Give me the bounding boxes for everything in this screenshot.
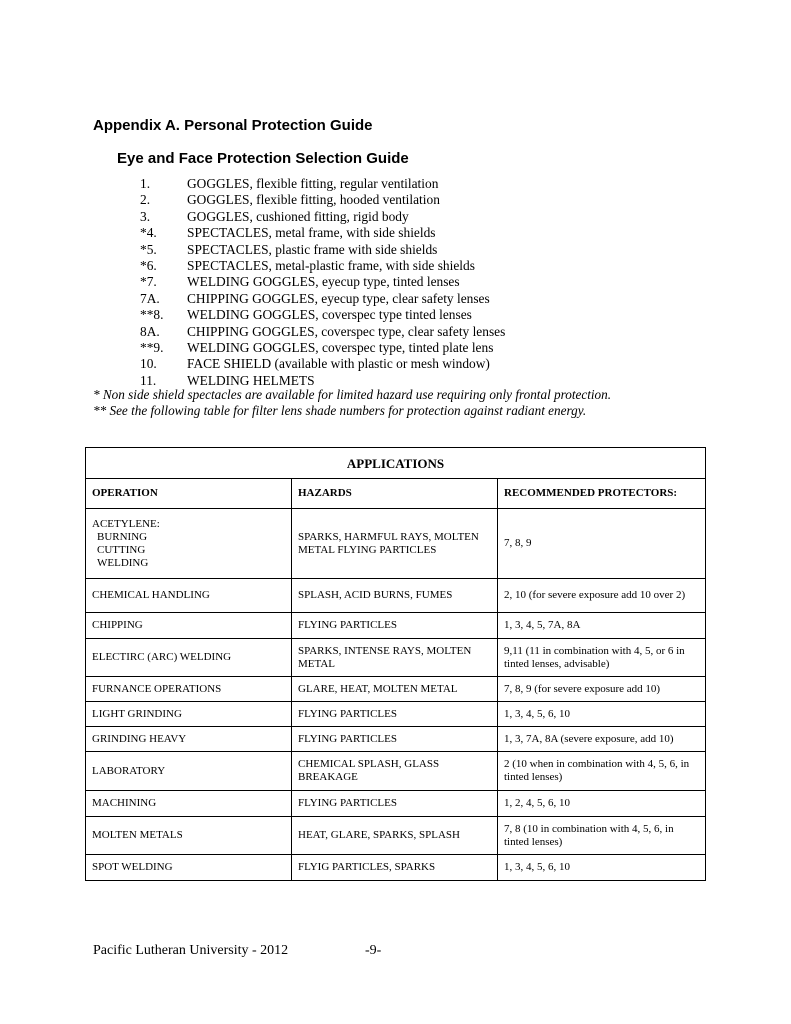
list-item-number: 7A. — [140, 290, 160, 306]
list-item-text: GOGGLES, flexible fitting, hooded ventilation — [187, 192, 440, 208]
hazards-cell: SPLASH, ACID BURNS, FUMES — [292, 579, 498, 613]
list-item — [0, 192, 600, 208]
hazards-cell: FLYING PARTICLES — [292, 702, 498, 727]
operation-cell: CHIPPING — [86, 613, 292, 639]
list-item-number: *5. — [140, 241, 157, 257]
table-row — [86, 579, 706, 613]
applications-table — [85, 447, 706, 881]
list-item-text: GOGGLES, flexible fitting, regular ventilation — [187, 176, 439, 191]
table-row — [86, 509, 706, 579]
protectors-cell: 7, 8, 9 (for severe exposure add 10) — [498, 677, 706, 702]
hazards-cell: GLARE, HEAT, MOLTEN METAL — [292, 677, 498, 702]
protectors-cell: 7, 8 (10 in combination with 4, 5, 6, in tinted lenses) — [498, 817, 706, 855]
table-row — [86, 752, 706, 791]
hazards-cell: CHEMICAL SPLASH, GLASS BREAKAGE — [292, 752, 498, 791]
list-item-number: **9. — [140, 339, 164, 355]
list-item — [0, 307, 600, 323]
hazards-cell: FLYING PARTICLES — [292, 613, 498, 639]
list-item-number: *6. — [140, 257, 157, 273]
list-item-number: 10. — [140, 356, 157, 372]
footer-org: Pacific Lutheran University - 2012 — [93, 943, 289, 958]
operation-sub-welding: WELDING — [97, 556, 149, 569]
list-item — [0, 324, 600, 340]
list-item-text: SPECTACLES, metal-plastic frame, with side shields — [187, 257, 475, 273]
hazards-cell: FLYING PARTICLES — [292, 791, 498, 817]
table-header-row — [86, 479, 706, 509]
protectors-cell: 1, 3, 4, 5, 6, 10 — [498, 855, 706, 881]
list-item — [0, 258, 600, 274]
hazards-cell: SPARKS, INTENSE RAYS, MOLTEN METAL — [292, 639, 498, 677]
appendix-heading: Appendix A. Personal Protection Guide — [93, 117, 373, 134]
operation-cell: LIGHT GRINDING — [86, 702, 292, 727]
header-hazards: HAZARDS — [292, 479, 498, 509]
operation-cell: ELECTIRC (ARC) WELDING — [86, 639, 292, 677]
table-row — [86, 639, 706, 677]
hazards-cell: FLYIG PARTICLES, SPARKS — [292, 855, 498, 881]
operation-sub-burning: BURNING — [97, 530, 148, 543]
list-item-text: GOGGLES, cushioned fitting, rigid body — [187, 208, 409, 224]
operation-cell: GRINDING HEAVY — [86, 727, 292, 752]
table-row — [86, 791, 706, 817]
list-item-number: 11. — [140, 372, 157, 388]
hazards-cell: HEAT, GLARE, SPARKS, SPLASH — [292, 817, 498, 855]
header-protectors: RECOMMENDED PROTECTORS: — [498, 479, 706, 509]
table-row — [86, 855, 706, 881]
list-item — [0, 274, 600, 290]
footnotes — [93, 387, 611, 420]
list-item-text: CHIPPING GOGGLES, coverspec type, clear safety lenses — [187, 323, 506, 339]
protectors-cell: 1, 3, 4, 5, 6, 10 — [498, 702, 706, 727]
protectors-cell: 2, 10 (for severe exposure add 10 over 2) — [498, 579, 706, 613]
operation-sub-cutting: CUTTING — [97, 543, 146, 556]
list-item — [0, 356, 600, 372]
list-item-text: WELDING GOGGLES, coverspec type, tinted plate lens — [187, 339, 494, 355]
list-item-number: *4. — [140, 225, 157, 241]
table-row — [86, 613, 706, 639]
list-item-text: WELDING GOGGLES, coverspec type tinted lenses — [187, 307, 472, 323]
operation-cell: CHEMICAL HANDLING — [86, 579, 292, 613]
header-operation: OPERATION — [86, 479, 292, 509]
list-item-text: SPECTACLES, metal frame, with side shields — [187, 225, 436, 241]
list-item-text: CHIPPING GOGGLES, eyecup type, clear safety lenses — [187, 290, 490, 306]
protectors-cell: 1, 2, 4, 5, 6, 10 — [498, 791, 706, 817]
list-item — [0, 209, 600, 225]
hazards-cell: SPARKS, HARMFUL RAYS, MOLTEN METAL FLYING PARTICLES — [292, 509, 498, 579]
page-footer — [93, 943, 382, 959]
protection-list — [0, 176, 600, 389]
list-item-number: *7. — [140, 274, 157, 290]
page-number: -9- — [365, 943, 382, 958]
footnote-side-shield: * Non side shield spectacles are available for limited hazard use requiring only frontal protection. — [93, 387, 612, 402]
list-item-text: WELDING HELMETS — [187, 372, 315, 388]
operation-cell: LABORATORY — [86, 752, 292, 791]
operation-acetylene: ACETYLENE: — [92, 517, 160, 530]
list-item — [0, 291, 600, 307]
list-item — [0, 225, 600, 241]
hazards-cell: FLYING PARTICLES — [292, 727, 498, 752]
table-title: APPLICATIONS — [86, 448, 706, 479]
table-row — [86, 702, 706, 727]
operation-cell: MACHINING — [86, 791, 292, 817]
protectors-cell: 1, 3, 4, 5, 7A, 8A — [498, 613, 706, 639]
list-item-number: 8A. — [140, 323, 160, 339]
list-item-text: FACE SHIELD (available with plastic or mesh window) — [187, 356, 490, 372]
operation-cell: SPOT WELDING — [86, 855, 292, 881]
list-item-number: 2. — [140, 192, 151, 208]
table-row — [86, 677, 706, 702]
protectors-cell: 9,11 (11 in combination with 4, 5, or 6 in tinted lenses, advisable) — [498, 639, 706, 677]
operation-cell — [86, 509, 292, 579]
footnote-filter-lens: ** See the following table for filter lens shade numbers for protection against radiant energy. — [93, 403, 587, 419]
section-heading: Eye and Face Protection Selection Guide — [117, 150, 409, 167]
operation-cell: FURNANCE OPERATIONS — [86, 677, 292, 702]
list-item — [0, 242, 600, 258]
table-row — [86, 817, 706, 855]
table-title-row — [86, 448, 706, 479]
protectors-cell: 7, 8, 9 — [498, 509, 706, 579]
operation-cell: MOLTEN METALS — [86, 817, 292, 855]
protectors-cell: 2 (10 when in combination with 4, 5, 6, in tinted lenses) — [498, 752, 706, 791]
list-item — [0, 176, 600, 192]
list-item-number: **8. — [140, 307, 164, 323]
list-item — [0, 340, 600, 356]
list-item-text: WELDING GOGGLES, eyecup type, tinted lenses — [187, 274, 460, 290]
protectors-cell: 1, 3, 7A, 8A (severe exposure, add 10) — [498, 727, 706, 752]
table-row — [86, 727, 706, 752]
list-item-text: SPECTACLES, plastic frame with side shields — [187, 241, 438, 257]
list-item-number: 3. — [140, 208, 151, 224]
list-item-number: 1. — [140, 176, 151, 191]
